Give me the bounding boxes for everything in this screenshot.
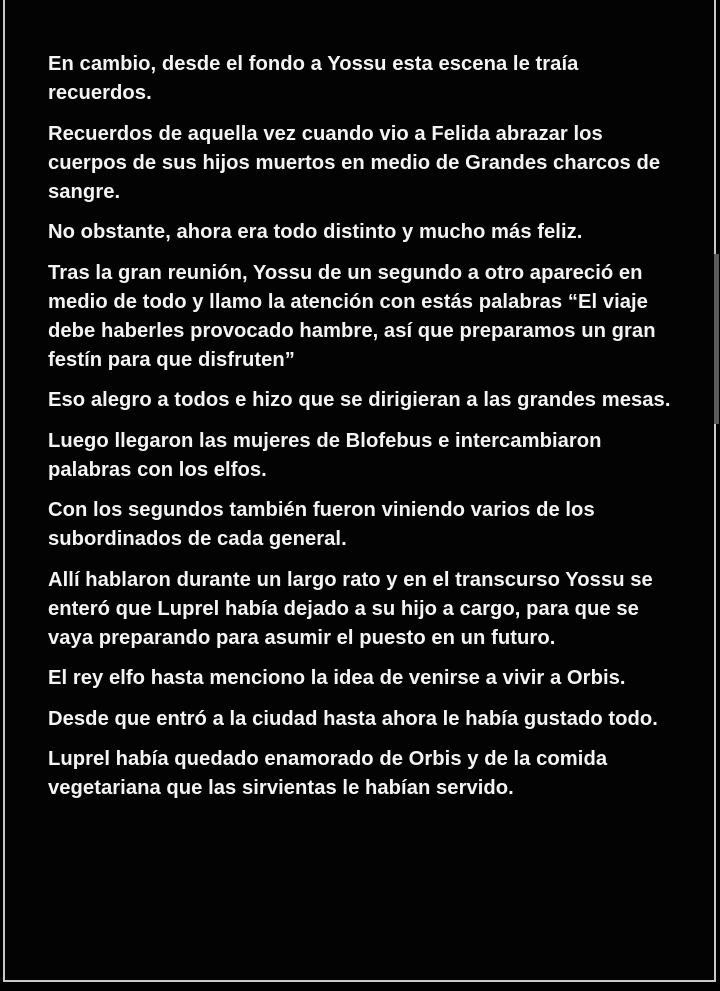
- paragraph: Allí hablaron durante un largo rato y en el transcurso Yossu se enteró que Luprel había dejado a su hijo a cargo, para que se vaya preparando para asumir el puesto en un futuro.: [48, 568, 653, 649]
- paragraph: No obstante, ahora era todo distinto y mucho más feliz.: [48, 221, 583, 243]
- paragraph: Con los segundos también fueron viniendo varios de los subordinados de cada general.: [48, 499, 595, 550]
- paragraph: Recuerdos de aquella vez cuando vio a Felida abrazar los cuerpos de sus hijos muertos en medio de Grandes charcos de sangre.: [48, 122, 661, 203]
- paragraph: El rey elfo hasta menciono la idea de venirse a vivir a Orbis.: [48, 667, 626, 689]
- paragraph: Desde que entró a la ciudad hasta ahora le había gustado todo.: [48, 707, 658, 730]
- paragraph: Tras la gran reunión, Yossu de un segundo a otro apareció en medio de todo y llamo la atención con estás palabras “El viaje debe haberles provocado hambre, así que preparamos un gran festín para que disfruten”: [48, 261, 656, 371]
- vertical-scrollbar[interactable]: [714, 0, 719, 983]
- paragraph: Eso alegro a todos e hizo que se dirigieran a las grandes mesas.: [48, 389, 671, 411]
- document-body: [48, 50, 678, 815]
- paragraph: Luprel había quedado enamorado de Orbis y de la comida vegetariana que las sirvientas le habían servido.: [48, 748, 608, 799]
- paragraph: En cambio, desde el fondo a Yossu esta escena le traía recuerdos.: [48, 53, 579, 104]
- scrollbar-thumb[interactable]: [714, 254, 719, 424]
- paragraph: Luego llegaron las mujeres de Blofebus e intercambiaron palabras con los elfos.: [48, 429, 602, 481]
